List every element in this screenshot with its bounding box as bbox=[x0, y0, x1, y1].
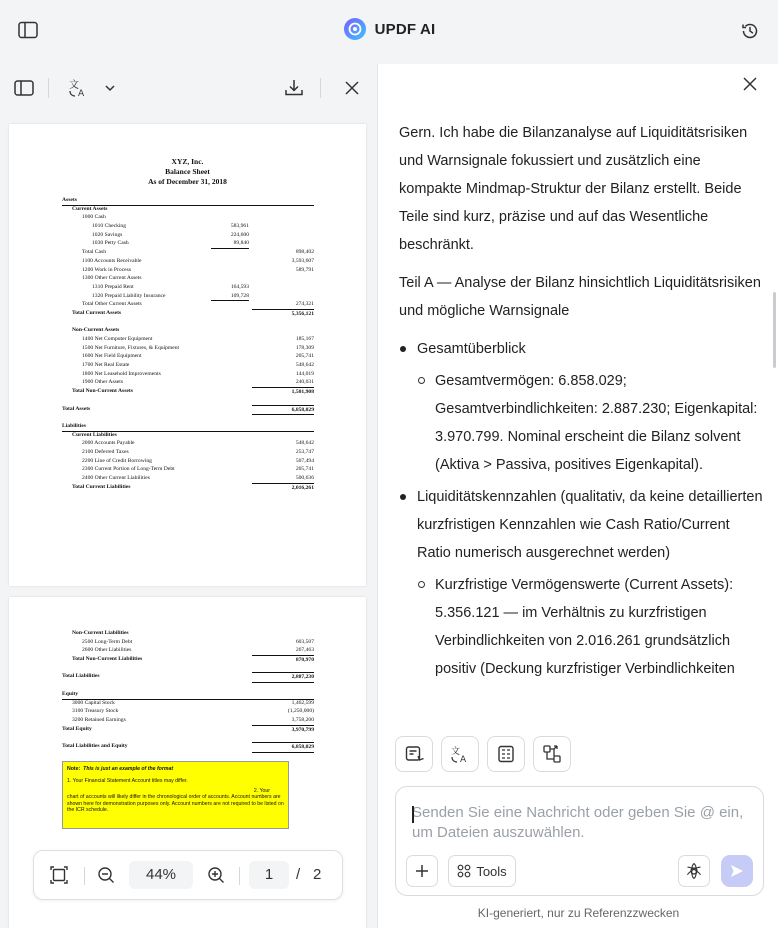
sheet-row-subtotal: 224,600 bbox=[230, 231, 249, 238]
note-head-em: This is just an example of the format bbox=[83, 766, 174, 772]
toolbar-divider bbox=[48, 78, 49, 98]
sheet-row bbox=[62, 300, 314, 309]
list-item-text: Liquiditätskennzahlen (qualitativ, da keine detaillierten kurzfristigen Kennzahlen wie Cash Ratio/Current Ratio numerisch ausgerechnet werden) bbox=[417, 489, 763, 561]
document-viewport[interactable] bbox=[0, 112, 378, 928]
sheet-row-label: 1500 Net Furniture, Fixtures, & Equipment bbox=[82, 344, 180, 351]
sheet-row bbox=[62, 361, 314, 370]
sheet-row-label: 1310 Prepaid Rent bbox=[92, 283, 134, 290]
sheet-row bbox=[62, 707, 314, 716]
document-toolbar bbox=[0, 64, 378, 112]
sheet-row-label: Total Cash bbox=[82, 249, 106, 256]
response-list bbox=[399, 335, 764, 683]
document-header bbox=[9, 157, 366, 187]
sheet-row-value: 870,970 bbox=[252, 655, 314, 665]
sheet-row-value: 5,356,121 bbox=[252, 309, 314, 319]
sheet-row-label: Total Assets bbox=[62, 405, 91, 412]
close-icon[interactable] bbox=[742, 76, 758, 92]
sheet-row-label: 1300 Other Current Assets bbox=[82, 275, 142, 282]
sheet-row bbox=[62, 483, 314, 492]
sheet-row-label: 2200 Line of Credit Borrowing bbox=[82, 457, 152, 464]
sheet-row-value: 6,858,029 bbox=[252, 405, 314, 416]
sheet-row-label: 3200 Retained Earnings bbox=[72, 716, 126, 723]
app-title-group bbox=[0, 17, 778, 41]
sheet-row-value: 205,741 bbox=[295, 353, 314, 360]
zoom-divider bbox=[84, 867, 85, 885]
page-total: 2 bbox=[313, 866, 322, 883]
sheet-row-label: Assets bbox=[62, 196, 314, 206]
document-title: Balance Sheet bbox=[165, 167, 210, 176]
ai-disclaimer: KI-generiert, nur zu Referenzzwecken bbox=[477, 906, 680, 920]
sheet-row-value: 3,593,607 bbox=[291, 257, 314, 264]
sheet-row-label: Non-Current Assets bbox=[72, 327, 120, 334]
sheet-row bbox=[62, 213, 314, 222]
sheet-row-label: 1200 Work in Process bbox=[82, 266, 132, 273]
app-title: UPDF AI bbox=[374, 20, 436, 38]
sheet-row-label: Liabilities bbox=[62, 422, 314, 432]
message-input[interactable] bbox=[412, 803, 752, 847]
explain-button[interactable] bbox=[487, 736, 525, 772]
list-item-text: Gesamtüberblick bbox=[417, 341, 526, 357]
sheet-row-value: 205,741 bbox=[295, 466, 314, 473]
sheet-row bbox=[62, 439, 314, 448]
tools-button[interactable] bbox=[448, 855, 516, 887]
sheet-row-subtotal: 89,840 bbox=[233, 240, 249, 247]
sheet-row-label: Current Assets bbox=[72, 205, 108, 212]
sheet-row-label: 1400 Net Computer Equipment bbox=[82, 336, 153, 342]
mindmap-button[interactable] bbox=[533, 736, 571, 772]
svg-text:文: 文 bbox=[69, 80, 79, 91]
zoom-divider bbox=[239, 867, 240, 885]
sheet-row bbox=[62, 387, 314, 396]
sheet-row bbox=[62, 725, 314, 734]
sheet-row bbox=[62, 716, 314, 725]
page-separator: / bbox=[296, 866, 301, 883]
send-icon bbox=[729, 863, 745, 879]
sheet-row-value: 274,321 bbox=[295, 301, 314, 308]
sheet-row-label: 1020 Savings bbox=[92, 231, 123, 238]
mindmap-icon bbox=[542, 744, 562, 764]
sheet-row-subtotal bbox=[211, 248, 249, 249]
svg-text:A: A bbox=[78, 89, 85, 98]
sheet-row bbox=[62, 655, 314, 664]
document-page-1 bbox=[9, 124, 366, 586]
attach-button[interactable] bbox=[406, 855, 438, 887]
document-pane bbox=[0, 64, 378, 928]
sheet-row-label: 2000 Accounts Payable bbox=[82, 440, 135, 447]
sheet-row-label: 2100 Deferred Taxes bbox=[82, 448, 129, 455]
balance-sheet-part-2 bbox=[62, 629, 314, 751]
sheet-row bbox=[62, 231, 314, 240]
sheet-row-subtotal bbox=[211, 300, 249, 301]
sub-list bbox=[417, 571, 764, 683]
note-line-3: chart of accounts will likely differ in the chronological order of accounts. Account numbers are shown here for demonstration purposes only. Account numbers are not required to be listed on the ICR schedule. bbox=[67, 794, 284, 814]
sheet-row bbox=[62, 292, 314, 301]
sheet-row bbox=[62, 422, 314, 431]
zoom-toolbar bbox=[33, 850, 343, 900]
sheet-row-label: 1030 Petty Cash bbox=[92, 240, 129, 247]
sheet-row-value: 898,402 bbox=[295, 249, 314, 256]
sub-list-item: Kurzfristige Vermögenswerte (Current Assets): 5.356.121 — im Verhältnis zu kurzfristigen Verbindlichkeiten von 2.016.261 grundsätzlich positiv (Deckung kurzfristiger Verbindlichkeiten bbox=[417, 571, 764, 683]
note-head: Note: bbox=[67, 766, 81, 772]
sheet-row-subtotal: 164,593 bbox=[230, 283, 249, 290]
sheet-row-label: 1700 Net Real Estate bbox=[82, 362, 130, 369]
sheet-row-label: 2600 Other Liabilities bbox=[82, 647, 132, 654]
sheet-row bbox=[62, 457, 314, 466]
download-icon[interactable] bbox=[283, 78, 305, 98]
sheet-row-subtotal: 109,728 bbox=[230, 292, 249, 299]
sheet-row bbox=[62, 370, 314, 379]
toolbar-divider bbox=[320, 78, 321, 98]
chevron-down-icon[interactable] bbox=[103, 78, 117, 98]
sheet-row bbox=[62, 257, 314, 266]
summarize-button[interactable] bbox=[395, 736, 433, 772]
close-icon[interactable] bbox=[341, 78, 363, 98]
sheet-row-value: 589,791 bbox=[295, 266, 314, 273]
zoom-out-icon[interactable] bbox=[97, 866, 115, 884]
sheet-row-value: 144,019 bbox=[295, 370, 314, 377]
document-company: XYZ, Inc. bbox=[171, 157, 204, 166]
sheet-row-value: 548,642 bbox=[295, 440, 314, 447]
sheet-row-label: Total Other Current Assets bbox=[82, 301, 142, 308]
sheet-row bbox=[62, 465, 314, 474]
message-composer bbox=[395, 786, 764, 896]
sheet-row-label: 1900 Other Assets bbox=[82, 379, 124, 386]
sheet-row-label: 1010 Checking bbox=[92, 223, 127, 230]
fit-page-icon[interactable] bbox=[50, 866, 68, 884]
sheet-row-value: 1,462,599 bbox=[291, 699, 314, 706]
sheet-row bbox=[62, 638, 314, 647]
chat-scrollbar[interactable] bbox=[773, 292, 776, 368]
zoom-in-icon[interactable] bbox=[207, 866, 225, 884]
sheet-row bbox=[62, 629, 314, 638]
sheet-row bbox=[62, 699, 314, 708]
svg-text:A: A bbox=[460, 755, 467, 764]
sheet-row-value: 2,887,230 bbox=[252, 672, 314, 683]
panel-icon[interactable] bbox=[13, 78, 35, 98]
chat-response bbox=[399, 119, 764, 719]
sheet-row-value: 1,501,908 bbox=[252, 387, 314, 397]
sheet-row bbox=[62, 474, 314, 483]
quick-actions bbox=[395, 736, 571, 772]
chat-fade bbox=[379, 684, 778, 724]
tools-label: Tools bbox=[476, 863, 507, 879]
sheet-row bbox=[62, 664, 314, 673]
ai-chat-pane bbox=[379, 64, 778, 928]
sheet-row-label: 2500 Long-Term Debt bbox=[82, 638, 133, 645]
response-section-heading: Teil A — Analyse der Bilanz hinsichtlich Liquiditätsrisiken und mögliche Warnsignale bbox=[399, 275, 761, 319]
response-intro: Gern. Ich habe die Bilanzanalyse auf Liquiditätsrisiken und Warnsignale fokussiert und zusätzlich eine kompakte Mindmap-Struktur der Bilanz erstellt. Beide Teile sind kurz, präzise und auf das Wesentliche beschränkt. bbox=[399, 125, 748, 253]
sheet-row-label: Total Current Assets bbox=[72, 309, 122, 316]
sheet-row bbox=[62, 672, 314, 681]
note-line-2: 2. Your bbox=[253, 787, 270, 794]
sub-list-item: Gesamtvermögen: 6.858.029; Gesamtverbindlichkeiten: 2.887.230; Eigenkapital: 3.970.799. Nominal erscheint die Bilanz solvent (Aktiva > Passiva, positives Eigenkapital). bbox=[417, 367, 764, 479]
sheet-row-value: 548,642 bbox=[295, 362, 314, 369]
sheet-row-label: 1000 Cash bbox=[82, 214, 106, 221]
sheet-row bbox=[62, 405, 314, 414]
sheet-row-value: 6,858,029 bbox=[252, 742, 314, 753]
sheet-row bbox=[62, 646, 314, 655]
note-line-1: 1. Your Financial Statement Account titles may differ. bbox=[67, 778, 188, 785]
sheet-row-label: 2400 Other Current Liabilities bbox=[82, 475, 150, 481]
sheet-row bbox=[62, 413, 314, 422]
sheet-row bbox=[62, 222, 314, 231]
translate-icon[interactable] bbox=[68, 78, 90, 98]
sheet-row bbox=[62, 344, 314, 353]
sheet-row-value: 3,758,200 bbox=[291, 716, 314, 723]
top-bar bbox=[0, 0, 778, 64]
sheet-row-value: 3,970,799 bbox=[252, 725, 314, 735]
sheet-row bbox=[62, 318, 314, 327]
ai-model-icon bbox=[685, 862, 703, 880]
translate-icon bbox=[450, 744, 470, 764]
sheet-row-value: 178,309 bbox=[295, 344, 314, 351]
sheet-row-value: 603,507 bbox=[295, 638, 314, 645]
sheet-row-label: 1100 Accounts Receivable bbox=[82, 257, 142, 264]
translate-button[interactable] bbox=[441, 736, 479, 772]
balance-sheet-part-1 bbox=[62, 196, 314, 491]
history-icon[interactable] bbox=[740, 21, 760, 41]
plus-icon bbox=[415, 864, 429, 878]
sheet-row bbox=[62, 326, 314, 335]
sheet-row-label: 3100 Treasury Stock bbox=[72, 708, 119, 715]
sheet-row-label: Total Liabilities and Equity bbox=[62, 742, 128, 749]
sheet-row bbox=[62, 283, 314, 292]
sheet-row-label: 3000 Capital Stock bbox=[72, 699, 115, 706]
sheet-row bbox=[62, 733, 314, 742]
sheet-row-label: Equity bbox=[62, 690, 314, 700]
sub-list bbox=[417, 367, 764, 479]
sheet-row-value: 240,031 bbox=[295, 379, 314, 386]
list-item bbox=[399, 483, 764, 683]
sheet-row-value: 185,167 bbox=[295, 336, 314, 342]
sheet-row bbox=[62, 309, 314, 318]
sheet-row bbox=[62, 742, 314, 751]
sheet-row-label: 1320 Prepaid Liability Insurance bbox=[92, 292, 166, 299]
sheet-row bbox=[62, 681, 314, 690]
sheet-row-value: 500,636 bbox=[295, 475, 314, 481]
sheet-row bbox=[62, 690, 314, 699]
sheet-row bbox=[62, 378, 314, 387]
zoom-level[interactable]: 44% bbox=[129, 861, 193, 889]
sheet-row-label: Total Non-Current Liabilities bbox=[72, 656, 143, 663]
text-caret bbox=[412, 806, 414, 823]
sheet-row bbox=[62, 352, 314, 361]
tools-icon bbox=[457, 864, 471, 878]
send-button[interactable] bbox=[721, 855, 753, 887]
sheet-row-value: 267,463 bbox=[295, 647, 314, 654]
sheet-row-label: Total Liabilities bbox=[62, 673, 100, 680]
sheet-row-value: 507,494 bbox=[295, 457, 314, 464]
sheet-row bbox=[62, 239, 314, 248]
page-number-input[interactable]: 1 bbox=[249, 861, 289, 889]
sheet-row bbox=[62, 266, 314, 275]
sheet-row-label: Total Equity bbox=[62, 725, 92, 732]
sheet-row-label: Total Non-Current Assets bbox=[72, 388, 133, 395]
sheet-row bbox=[62, 205, 314, 214]
sheet-row bbox=[62, 196, 314, 205]
sheet-row bbox=[62, 431, 314, 440]
sheet-row-subtotal: 583,961 bbox=[230, 223, 249, 230]
sheet-row-label: Current Liabilities bbox=[72, 431, 117, 438]
list-item bbox=[399, 335, 764, 479]
sheet-row bbox=[62, 448, 314, 457]
document-date: As of December 31, 2018 bbox=[148, 177, 227, 186]
sheet-row bbox=[62, 248, 314, 257]
sheet-row bbox=[62, 274, 314, 283]
model-select-button[interactable] bbox=[678, 855, 710, 887]
sheet-row-label: 1600 Net Field Equipment bbox=[82, 353, 142, 360]
sheet-row bbox=[62, 396, 314, 405]
sheet-row-label: Non-Current Liabilities bbox=[72, 630, 129, 636]
sheet-row-label: 2300 Current Portion of Long-Term Debt bbox=[82, 466, 175, 473]
summarize-icon bbox=[404, 744, 424, 764]
sheet-row-value: 2,016,261 bbox=[252, 483, 314, 493]
explain-icon bbox=[496, 744, 516, 764]
note-box bbox=[62, 761, 289, 829]
sheet-row-value: (1,250,000) bbox=[287, 708, 314, 715]
sheet-row-value: 253,747 bbox=[295, 448, 314, 455]
updf-logo-icon bbox=[343, 17, 367, 41]
sheet-row-label: Total Current Liabilities bbox=[72, 483, 131, 490]
sheet-row-label: 1800 Net Leasehold Improvements bbox=[82, 370, 161, 377]
svg-text:文: 文 bbox=[451, 747, 461, 757]
sheet-row bbox=[62, 335, 314, 344]
